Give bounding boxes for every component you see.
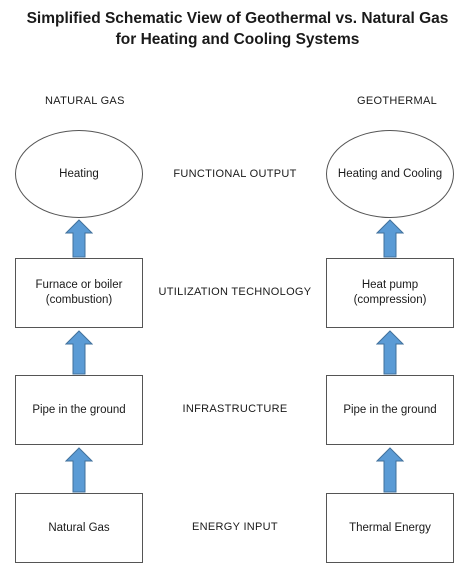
geothermal-infrastructure-label: Pipe in the ground — [343, 403, 437, 416]
arrow-up-icon — [65, 447, 93, 493]
natural-gas-technology-line-2: (combustion) — [45, 294, 113, 306]
arrow-up-icon — [376, 219, 404, 258]
natural-gas-output-label: Heating — [59, 168, 99, 180]
geothermal-output-oval — [326, 130, 454, 218]
row-label-functional-output: FUNCTIONAL OUTPUT — [173, 168, 297, 180]
geothermal-input-box — [326, 493, 454, 563]
natural-gas-input-label: Natural Gas — [48, 521, 110, 534]
row-label-energy-input: ENERGY INPUT — [192, 521, 278, 533]
arrow-up-icon — [65, 219, 93, 258]
natural-gas-header: NATURAL GAS — [45, 95, 125, 107]
geothermal-header: GEOTHERMAL — [357, 95, 438, 107]
title-line-2: for Heating and Cooling Systems — [115, 31, 360, 48]
arrow-up-icon — [65, 330, 93, 375]
arrow-up-icon — [376, 447, 404, 493]
row-label-utilization-technology: UTILIZATION TECHNOLOGY — [158, 286, 312, 298]
arrow-up-icon — [376, 330, 404, 375]
geothermal-input-label: Thermal Energy — [349, 521, 431, 534]
natural-gas-output-oval — [15, 130, 143, 218]
row-label-infrastructure: INFRASTRUCTURE — [182, 403, 288, 415]
geothermal-output-label: Heating and Cooling — [337, 168, 443, 180]
diagram-title — [0, 8, 475, 50]
geothermal-technology-line-2: (compression) — [353, 294, 427, 306]
geothermal-technology-line-1: Heat pump — [361, 279, 419, 291]
natural-gas-infrastructure-box — [15, 375, 143, 445]
natural-gas-technology-box — [15, 258, 143, 328]
natural-gas-infrastructure-label: Pipe in the ground — [32, 403, 126, 416]
geothermal-technology-box — [326, 258, 454, 328]
natural-gas-input-box — [15, 493, 143, 563]
natural-gas-technology-line-1: Furnace or boiler — [35, 279, 123, 291]
title-line-1: Simplified Schematic View of Geothermal vs. Natural Gas — [26, 10, 449, 27]
geothermal-infrastructure-box — [326, 375, 454, 445]
